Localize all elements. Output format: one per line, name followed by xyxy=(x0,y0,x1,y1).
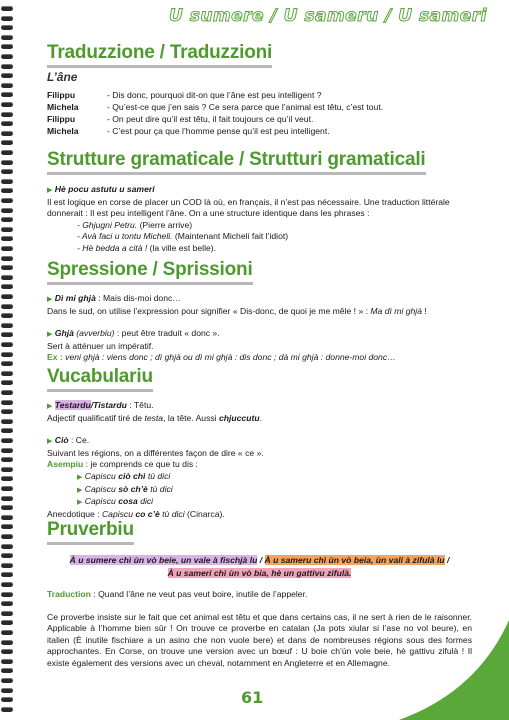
dialogue-line: Michela - C’est pour ça que l’homme pense qu’il est peu intelligent. xyxy=(47,126,330,136)
section-strutture xyxy=(47,149,472,255)
spiral-ring xyxy=(1,246,13,251)
vocab-anecdote: Anecdotique : Capiscu co c’è tù dici (Cinarca). xyxy=(47,508,225,519)
example-line: - Ghjugni Petru. (Pierre arrive) xyxy=(77,219,193,230)
text-subtitle: L’âne xyxy=(47,70,78,84)
section-title: Vucabulariu xyxy=(47,366,153,392)
spiral-ring xyxy=(1,409,13,414)
spiral-ring xyxy=(1,467,13,472)
spiral-ring xyxy=(1,476,13,481)
spiral-ring xyxy=(1,544,13,549)
spiral-ring xyxy=(1,92,13,97)
spiral-ring xyxy=(1,496,13,501)
spiral-ring xyxy=(1,16,13,21)
spiral-ring xyxy=(1,457,13,462)
spiral-ring xyxy=(1,380,13,385)
spiral-ring xyxy=(1,592,13,597)
spiral-ring xyxy=(1,428,13,433)
spiral-ring xyxy=(1,688,13,693)
spiral-ring xyxy=(1,438,13,443)
vocab-list-item: ▶ Capiscu sò ch’è tù dici xyxy=(77,483,173,494)
section-title: Pruverbiu xyxy=(47,519,134,545)
triangle-bullet-icon: ▶ xyxy=(77,499,83,507)
spiral-ring xyxy=(1,294,13,299)
spiral-ring xyxy=(1,169,13,174)
triangle-bullet-icon: ▶ xyxy=(47,187,53,194)
spiral-binding xyxy=(0,0,16,720)
vocab-list-item: ▶ Capiscu cosa dici xyxy=(77,496,154,507)
spiral-ring xyxy=(1,620,13,625)
spiral-ring xyxy=(1,73,13,78)
dialogue-line: Michela - Qu’est-ce que j’en sais ? Ce sera parce que l’animal est têtu, c’est tout. xyxy=(47,102,384,112)
spiral-ring xyxy=(1,208,13,213)
expression-head: ▶ Dì mi ghjà : Mais dis-moi donc… xyxy=(47,293,181,303)
vocab-example: Asempiu : je comprends ce que tu dis : xyxy=(47,459,198,470)
grammar-paragraph: Il est logique en corse de placer un COD là où, en français, il n’est pas nécessaire. Une traduction littérale donnerait : Il est peu intelligent l’âne. On a une structure identique dans les phrases : xyxy=(47,196,450,219)
section-title: Strutture gramaticale / Strutturi gramaticali xyxy=(47,149,426,175)
proverb-commentary: Ce proverbe insiste sur le fait que cet animal est têtu et que dans certains cas, il ne sert à rien de le raisonner. Applicable à l’homme bien sûr ! On trouve ce proverbe en catalan (Ja pots xiular si l’ase no vol beure), en italien (È inutile fischiare a un asino che non vuole bere) et dans de nombreuses régions sous des formes approchantes. En Corse, on trouve une version avec un bœuf : U boie ch’ùn vole beie, hè gattivu zifulà ! Il existe également des versions avec un cheval, notamment en Angleterre et en Allemagne. xyxy=(47,611,472,668)
expression-example: Ex : veni ghjà : viens donc ; dì ghjà ou dì mi ghjà : dis donc ; dà mi ghjà : donne-moi donc… xyxy=(47,352,396,363)
spiral-ring xyxy=(1,150,13,155)
spiral-ring xyxy=(1,572,13,577)
proverb-variant: À u sumere chì ùn vò beie, un vale à fischjà lu xyxy=(69,555,258,565)
spiral-ring xyxy=(1,265,13,270)
example-line: - Avà faci u tontu Micheli. (Maintenant Micheli fait l’idiot) xyxy=(77,231,289,242)
grammar-head: ▶ Hè pocu astutu u sameri xyxy=(47,184,155,194)
spiral-ring xyxy=(1,227,13,232)
spiral-ring xyxy=(1,217,13,222)
spiral-ring xyxy=(1,25,13,30)
section-traduzzione xyxy=(47,42,272,84)
spiral-ring xyxy=(1,448,13,453)
triangle-bullet-icon: ▶ xyxy=(47,296,53,303)
spiral-ring xyxy=(1,352,13,357)
spiral-ring xyxy=(1,563,13,568)
spiral-ring xyxy=(1,284,13,289)
spiral-ring xyxy=(1,582,13,587)
expression-line: Dans le sud, on utilise l’expression pour signifier « Dis-donc, de quoi je me mêle ! » : Ma dì mi ghjà ! xyxy=(47,305,427,316)
spiral-ring xyxy=(1,640,13,645)
spiral-ring xyxy=(1,649,13,654)
spiral-ring xyxy=(1,524,13,529)
vocab-list-item: ▶ Capiscu ciò chì tù dici xyxy=(77,470,171,481)
proverb-variant: À u sameru chì ùn vò beia, ùn vali à zifulà lu xyxy=(264,555,445,565)
spiral-ring xyxy=(1,505,13,510)
spiral-ring xyxy=(1,678,13,683)
spiral-ring xyxy=(1,553,13,558)
spiral-ring xyxy=(1,390,13,395)
spiral-ring xyxy=(1,160,13,165)
spiral-ring xyxy=(1,121,13,126)
spiral-ring xyxy=(1,515,13,520)
spiral-ring xyxy=(1,236,13,241)
spiral-ring xyxy=(1,611,13,616)
spiral-ring xyxy=(1,371,13,376)
spiral-ring xyxy=(1,35,13,40)
triangle-bullet-icon: ▶ xyxy=(47,438,53,446)
spiral-ring xyxy=(1,304,13,309)
spiral-ring xyxy=(1,400,13,405)
spiral-ring xyxy=(1,707,13,712)
spiral-ring xyxy=(1,131,13,136)
spiral-ring xyxy=(1,102,13,107)
spiral-ring xyxy=(1,112,13,117)
spiral-ring xyxy=(1,188,13,193)
corner-decoration xyxy=(399,620,509,720)
spiral-ring xyxy=(1,419,13,424)
spiral-ring xyxy=(1,313,13,318)
spiral-ring xyxy=(1,601,13,606)
page-header-title: U sumere / U sameru / U sameri xyxy=(168,6,487,26)
spiral-ring xyxy=(1,256,13,261)
proverb-translation: Traduction : Quand l’âne ne veut pas veut boire, inutile de l’appeler. xyxy=(47,589,308,599)
vocab-line: Adjectif qualificatif tiré de testa, la tête. Aussi chjuccutu. xyxy=(47,412,262,423)
vocab-head: ▶ Ciò : Ce. xyxy=(47,435,90,446)
spiral-ring xyxy=(1,486,13,491)
spiral-ring xyxy=(1,361,13,366)
vocab-head: ▶ Testardu/Tistardu : Têtu. xyxy=(47,400,154,410)
example-line: - Hè bedda a cità ! (la ville est belle). xyxy=(77,242,217,253)
section-spressione xyxy=(47,259,472,364)
spiral-ring xyxy=(1,332,13,337)
expression-line: Sert à atténuer un impératif. xyxy=(47,340,154,351)
spiral-ring xyxy=(1,179,13,184)
triangle-bullet-icon: ▶ xyxy=(47,403,53,410)
spiral-ring xyxy=(1,198,13,203)
section-title: Spressione / Sprissioni xyxy=(47,259,253,285)
spiral-ring xyxy=(1,534,13,539)
spiral-ring xyxy=(1,6,13,11)
expression-head: ▶ Ghjà (avverbiu) : peut être traduit « donc ». xyxy=(47,328,220,339)
spiral-ring xyxy=(1,323,13,328)
proverb-variant: À u sameri chì ùn vò bia, hè un gattivu zifulà. xyxy=(167,568,352,578)
spiral-ring xyxy=(1,44,13,49)
triangle-bullet-icon: ▶ xyxy=(77,486,83,494)
spiral-ring xyxy=(1,83,13,88)
vocab-line: Suivant les régions, on a différentes façon de dire « ce ». xyxy=(47,447,264,458)
spiral-ring xyxy=(1,697,13,702)
dialogue xyxy=(47,89,383,137)
spiral-ring xyxy=(1,668,13,673)
page-number: 61 xyxy=(241,688,264,707)
triangle-bullet-icon: ▶ xyxy=(77,473,83,481)
spiral-ring xyxy=(1,140,13,145)
spiral-ring xyxy=(1,659,13,664)
dialogue-line: Filippu - Dis donc, pourquoi dit-on que l’âne est peu intelligent ? xyxy=(47,90,322,100)
proverb-block: À u sumere chì ùn vò beie, un vale à fischjà lu / À u sameru chì ùn vò beia, ùn vali à zifulà lu / À u sameri chì ùn vò bia, hè un gattivu zifulà. xyxy=(69,555,450,578)
spiral-ring xyxy=(1,64,13,69)
spiral-ring xyxy=(1,342,13,347)
dialogue-line: Filippu - On peut dire qu’il est têtu, il fait toujours ce qu’il veut. xyxy=(47,114,314,124)
spiral-ring xyxy=(1,54,13,59)
spiral-ring xyxy=(1,275,13,280)
section-vucabulariu xyxy=(47,366,472,520)
triangle-bullet-icon: ▶ xyxy=(47,331,53,339)
spiral-ring xyxy=(1,630,13,635)
section-title: Traduzzione / Traduzzioni xyxy=(47,42,272,68)
